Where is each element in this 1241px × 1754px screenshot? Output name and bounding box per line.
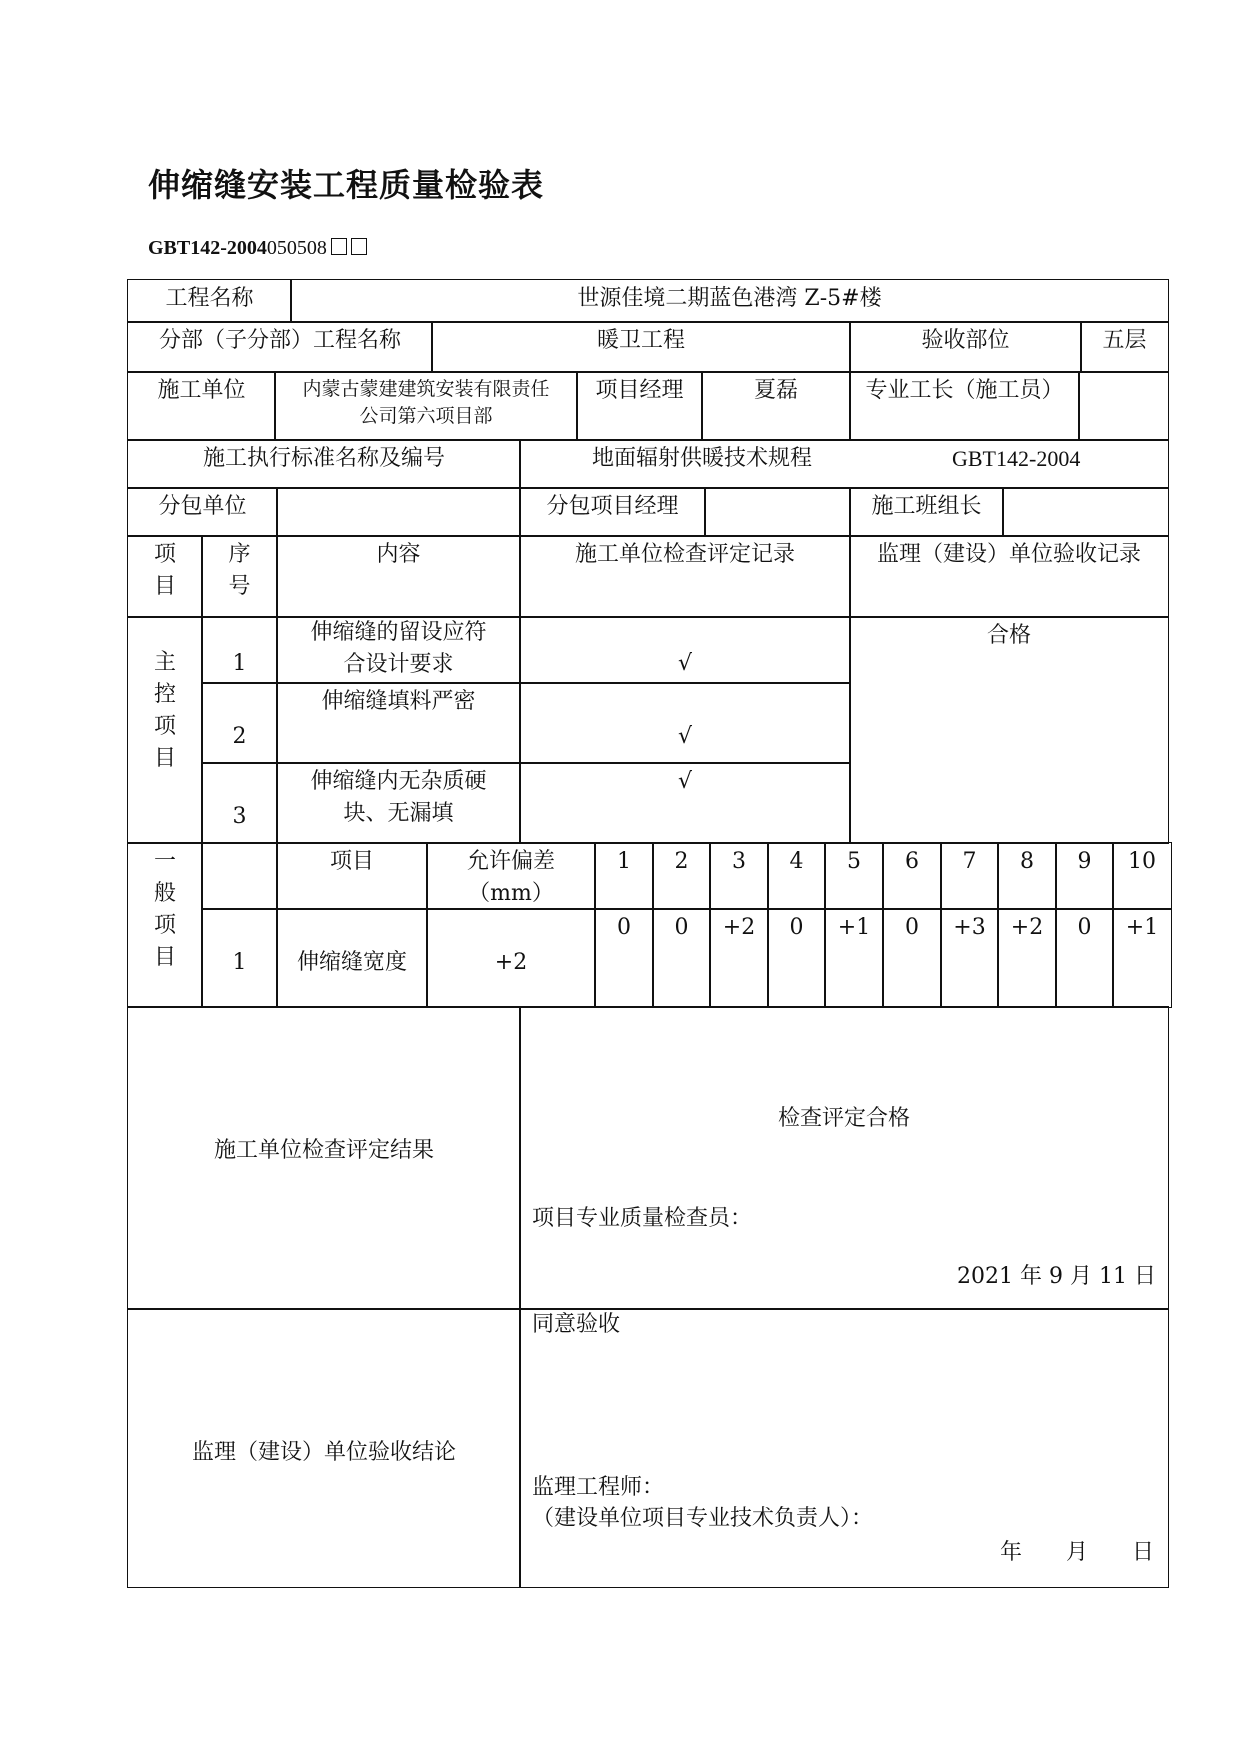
general-label: 一般项目 bbox=[127, 842, 203, 1008]
general-point-value: 0 bbox=[882, 908, 942, 1008]
general-point-value: 0 bbox=[1055, 908, 1114, 1008]
team-leader-value bbox=[1002, 487, 1169, 537]
accept-part-label: 验收部位 bbox=[849, 321, 1082, 373]
result-text: 检查评定合格 bbox=[777, 1106, 910, 1131]
main-row-3-content: 伸缩缝内无杂质硬块、无漏填 bbox=[276, 762, 521, 844]
result-label: 施工单位检查评定结果 bbox=[127, 1006, 521, 1310]
general-point-header: 4 bbox=[767, 842, 826, 910]
col-item: 项目 bbox=[127, 535, 203, 618]
col-content: 内容 bbox=[276, 535, 521, 618]
unit-value: 内蒙古蒙建建筑安装有限责任公司第六项目部 bbox=[274, 371, 578, 441]
general-item-label: 项目 bbox=[276, 842, 428, 910]
general-point-header: 9 bbox=[1055, 842, 1114, 910]
general-point-header: 5 bbox=[824, 842, 884, 910]
general-point-value: 0 bbox=[767, 908, 826, 1008]
checkbox-blank bbox=[331, 238, 347, 255]
col-seq: 序号 bbox=[201, 535, 278, 618]
main-row-1-mark: √ bbox=[519, 616, 851, 684]
general-point-header: 6 bbox=[882, 842, 942, 910]
conclusion-label: 监理（建设）单位验收结论 bbox=[127, 1308, 521, 1588]
main-row-1-no: 1 bbox=[201, 616, 278, 684]
sub-unit-label: 分包单位 bbox=[127, 487, 278, 537]
form-code-standard: GBT142-2004 bbox=[148, 237, 267, 259]
conclusion-engineer: 监理工程师： bbox=[532, 1475, 665, 1500]
general-row-no: 1 bbox=[201, 908, 278, 1008]
col-check-record: 施工单位检查评定记录 bbox=[519, 535, 851, 618]
form-code-number: 050508 bbox=[266, 237, 327, 259]
general-point-header: 8 bbox=[997, 842, 1057, 910]
foreman-value bbox=[1078, 371, 1169, 441]
accept-part-value: 五层 bbox=[1080, 321, 1169, 373]
general-point-value: +2 bbox=[997, 908, 1057, 1008]
main-row-3-mark: √ bbox=[519, 762, 851, 844]
general-header-seq bbox=[201, 842, 278, 910]
main-row-2-mark: √ bbox=[519, 682, 851, 764]
conclusion-box bbox=[519, 1308, 1169, 1588]
conclusion-text: 同意验收 bbox=[532, 1312, 621, 1337]
main-control-result: 合格 bbox=[849, 616, 1169, 844]
main-row-2-no: 2 bbox=[201, 682, 278, 764]
conclusion-date: 年 月 日 bbox=[999, 1540, 1154, 1565]
foreman-label: 专业工长（施工员） bbox=[849, 371, 1080, 441]
main-row-2-content: 伸缩缝填料严密 bbox=[276, 682, 521, 764]
standard-code: GBT142-2004 bbox=[952, 446, 1081, 471]
general-point-header: 3 bbox=[709, 842, 769, 910]
page-title: 伸缩缝安装工程质量检验表 bbox=[148, 166, 545, 204]
sub-pm-value bbox=[704, 487, 851, 537]
result-date: 2021 年 9 月 11 日 bbox=[957, 1264, 1156, 1289]
pm-label: 项目经理 bbox=[576, 371, 703, 441]
general-tolerance-label: 允许偏差（mm） bbox=[426, 842, 596, 910]
general-point-value: 0 bbox=[594, 908, 654, 1008]
team-leader-label: 施工班组长 bbox=[849, 487, 1004, 537]
general-point-header: 10 bbox=[1112, 842, 1172, 910]
main-control-label: 主控项目 bbox=[127, 616, 203, 844]
general-point-header: 1 bbox=[594, 842, 654, 910]
sub-unit-value bbox=[276, 487, 521, 537]
sub-project-value: 暖卫工程 bbox=[431, 321, 851, 373]
general-point-value: +1 bbox=[1112, 908, 1172, 1008]
general-row-tolerance: +2 bbox=[426, 908, 596, 1008]
pm-value: 夏磊 bbox=[701, 371, 851, 441]
project-name-value: 世源佳境二期蓝色港湾 Z-5#楼 bbox=[290, 279, 1169, 323]
checkbox-blank bbox=[351, 238, 367, 255]
general-point-value: +3 bbox=[940, 908, 999, 1008]
project-name-label: 工程名称 bbox=[127, 279, 292, 323]
col-supervise-record: 监理（建设）单位验收记录 bbox=[849, 535, 1169, 618]
standard-name: 地面辐射供暖技术规程 bbox=[592, 446, 813, 471]
general-row-name: 伸缩缝宽度 bbox=[276, 908, 428, 1008]
general-point-header: 7 bbox=[940, 842, 999, 910]
unit-label: 施工单位 bbox=[127, 371, 276, 441]
main-row-1-content: 伸缩缝的留设应符合设计要求 bbox=[276, 616, 521, 684]
general-point-header: 2 bbox=[652, 842, 711, 910]
result-inspector: 项目专业质量检查员： bbox=[532, 1206, 753, 1231]
standard-label: 施工执行标准名称及编号 bbox=[127, 439, 521, 489]
general-point-value: +2 bbox=[709, 908, 769, 1008]
sub-pm-label: 分包项目经理 bbox=[519, 487, 706, 537]
result-box bbox=[519, 1006, 1169, 1310]
form-code bbox=[148, 237, 367, 260]
main-row-3-no: 3 bbox=[201, 762, 278, 844]
sub-project-label: 分部（子分部）工程名称 bbox=[127, 321, 433, 373]
conclusion-engineer2: （建设单位项目专业技术负责人）： bbox=[532, 1506, 874, 1531]
general-point-value: 0 bbox=[652, 908, 711, 1008]
general-point-value: +1 bbox=[824, 908, 884, 1008]
standard-value bbox=[519, 439, 1169, 489]
